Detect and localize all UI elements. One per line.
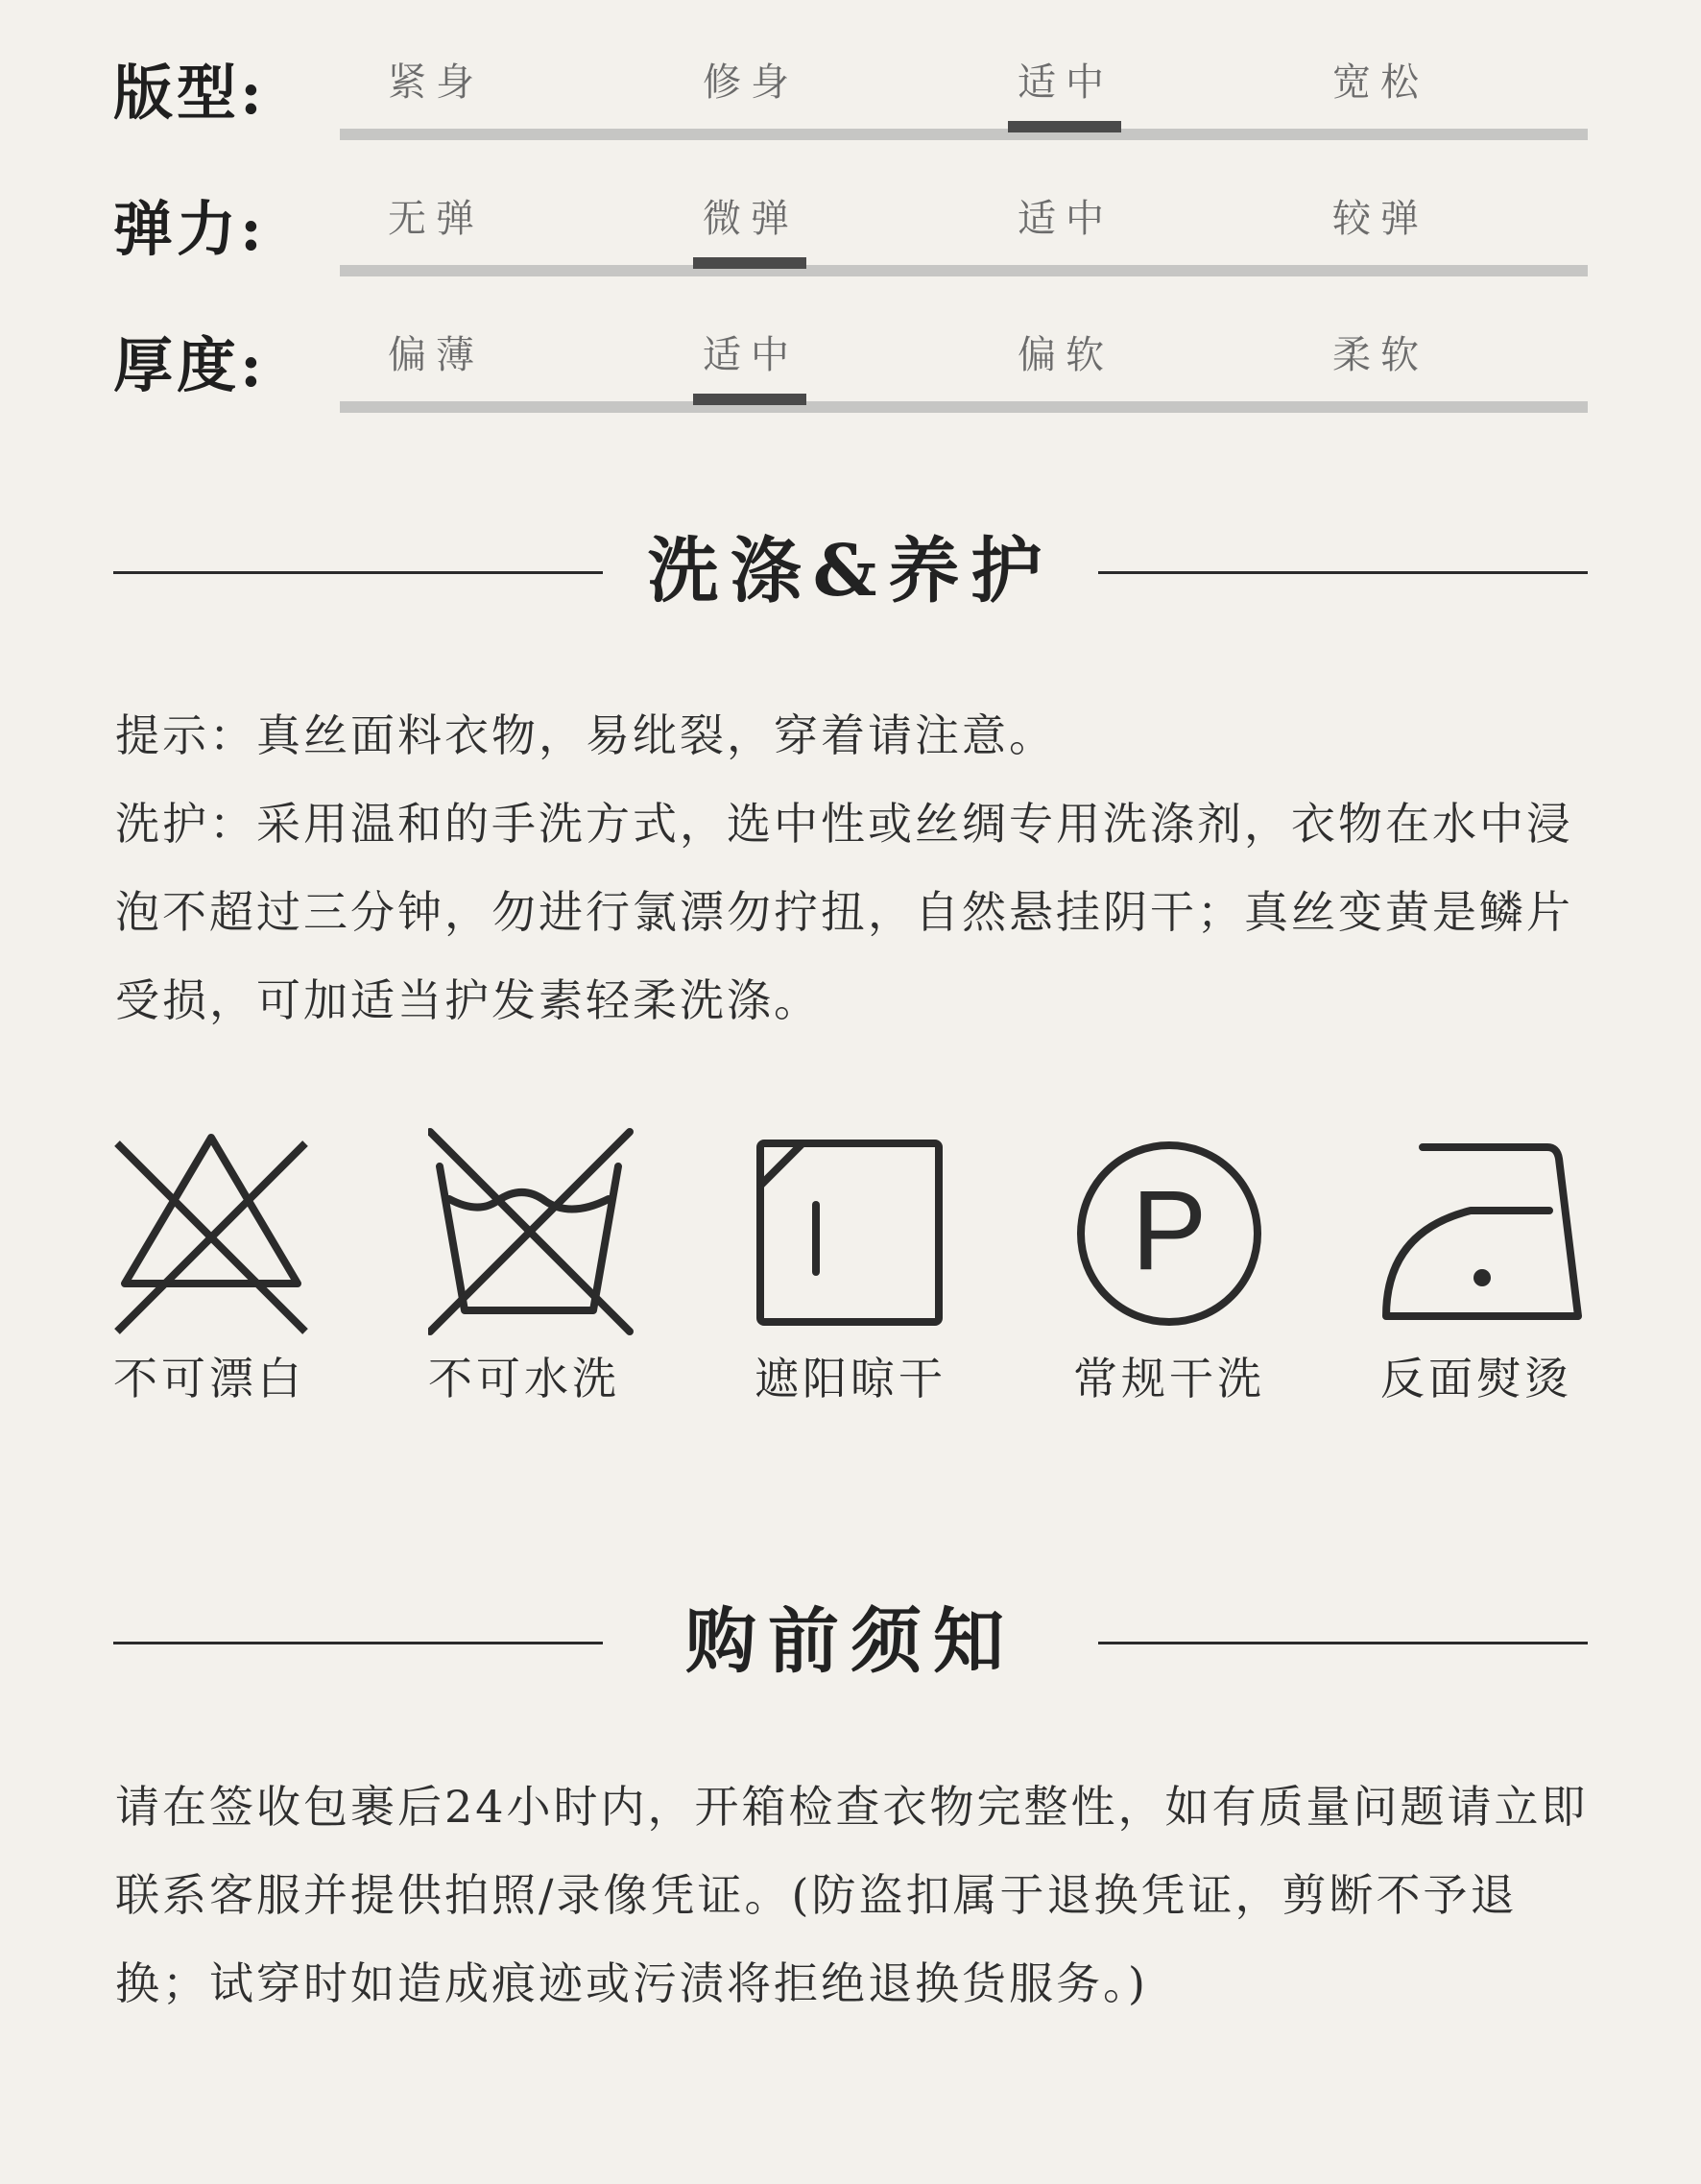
care-item: [113, 1128, 324, 1416]
attr-row-thickness: [113, 330, 1588, 442]
care-label: 遮阳晾干: [755, 1353, 946, 1404]
notice-text: [115, 1763, 1590, 2028]
scale-track: [340, 129, 1588, 140]
attr-row-fit: [113, 58, 1588, 169]
care-label: 不可漂白: [113, 1353, 305, 1404]
scale-option: 较弹: [1332, 197, 1428, 241]
attr-label: 厚度:: [113, 330, 266, 400]
dry-clean-icon: [1073, 1128, 1284, 1339]
care-item: [428, 1128, 639, 1416]
scale-option: 适中: [970, 63, 1162, 102]
scale-track: [340, 265, 1588, 276]
iron-reverse-icon: [1380, 1128, 1588, 1339]
divider: [1098, 1642, 1588, 1644]
care-item: [755, 1128, 966, 1416]
attr-scale: [340, 333, 1588, 413]
divider: [1098, 571, 1588, 574]
svg-text:P: P: [1131, 1167, 1208, 1294]
attr-scale: [340, 197, 1588, 276]
scale-option: 偏软: [1018, 333, 1114, 377]
scale-option: 微弹: [655, 200, 847, 238]
notice-paragraph: 请在签收包裹后24小时内，开箱检查衣物完整性，如有质量问题请立即联系客服并提供拍照/录像凭证。(防盗扣属于退换凭证，剪断不予退换；试穿时如造成痕迹或污渍将拒绝退换货服务。): [115, 1781, 1589, 2009]
scale-option: 无弹: [388, 197, 484, 241]
care-wash-instructions: 洗护：采用温和的手洗方式，选中性或丝绸专用洗涤剂，衣物在水中浸泡不超过三分钟，勿进行氯漂勿拧扭，自然悬挂阴干；真丝变黄是鳞片受损，可加适当护发素轻柔洗涤。: [115, 798, 1573, 1026]
shade-dry-icon: [755, 1128, 956, 1339]
care-label: 不可水洗: [428, 1353, 620, 1404]
attr-scale: [340, 60, 1588, 140]
attr-row-elasticity: [113, 194, 1588, 305]
scale-marker: [693, 394, 806, 405]
care-label: 反面熨烫: [1380, 1353, 1572, 1404]
no-wash-icon: [428, 1128, 639, 1339]
care-icons: [113, 1128, 1588, 1416]
care-label: 常规干洗: [1073, 1353, 1265, 1404]
scale-option: 偏薄: [388, 333, 484, 377]
scale-track: [340, 401, 1588, 413]
attr-label: 弹力:: [113, 194, 266, 264]
scale-option: 柔软: [1332, 333, 1428, 377]
scale-marker: [1008, 121, 1121, 132]
scale-option: 宽松: [1332, 60, 1428, 105]
scale-option: 修身: [703, 60, 799, 105]
care-item: [1380, 1128, 1592, 1416]
scale-marker: [693, 257, 806, 269]
care-tip: 提示：真丝面料衣物，易纰裂，穿着请注意。: [115, 709, 1056, 761]
care-section-heading: [113, 523, 1588, 619]
care-item: [1073, 1128, 1284, 1416]
care-text: [115, 691, 1590, 1044]
scale-option: 适中: [655, 336, 847, 374]
no-bleach-icon: [113, 1128, 315, 1339]
scale-option: 紧身: [388, 60, 484, 105]
section-title: 购前须知: [685, 1600, 1016, 1683]
notice-section-heading: [113, 1594, 1588, 1690]
section-title: 洗涤&养护: [647, 530, 1054, 612]
scale-option: 适中: [1018, 197, 1114, 241]
attr-label: 版型:: [113, 58, 266, 128]
